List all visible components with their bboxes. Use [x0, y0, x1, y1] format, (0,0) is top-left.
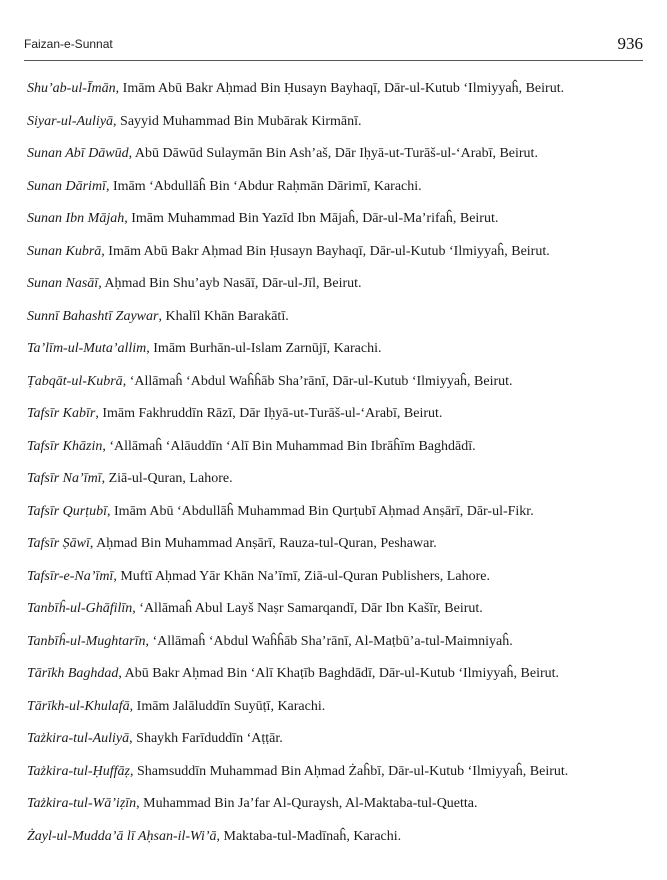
entry-details: , Imām Jalāluddīn Suyūṭī, Karachi. — [129, 698, 326, 714]
bibliography-entry — [27, 143, 655, 176]
entry-title: Tażkira-tul-Ḥuffāẓ — [27, 763, 130, 779]
bibliography-entry — [27, 533, 655, 566]
entry-title: Sunan Abī Dāwūd — [27, 146, 129, 161]
bibliography-entry — [27, 728, 655, 761]
page-number: 936 — [617, 34, 643, 53]
entry-title: Siyar-ul-Auliyā — [27, 113, 114, 129]
entry-details: , Ziā-ul-Quran, Lahore. — [101, 471, 233, 486]
entry-details: , ‘Allāmaĥ ‘Abdul Waĥĥāb Sha’rānī, Dār-ul-Kutub ‘Ilmiyyaĥ, Beirut. — [122, 373, 513, 389]
bibliography-entry — [27, 78, 655, 111]
page-header — [24, 0, 643, 61]
entry-title: Tanbīĥ-ul-Mughtarīn — [27, 633, 146, 649]
bibliography-entry — [27, 793, 655, 826]
entry-details: , ‘Allāmaĥ Abul Layš Naṣr Samarqandī, Dār Ibn Kašīr, Beirut. — [132, 601, 483, 616]
bibliography-entry — [27, 306, 655, 339]
bibliography-entry — [27, 111, 655, 144]
bibliography-entry — [27, 663, 655, 696]
entry-details: , Muftī Aḥmad Yār Khān Na’īmī, Ziā-ul-Quran Publishers, Lahore. — [113, 568, 490, 584]
bibliography-entry — [27, 338, 655, 371]
entry-details: , Imām Fakhruddīn Rāzī, Dār Iḥyā-ut-Turāš-ul-‘Arabī, Beirut. — [95, 406, 443, 421]
entry-details: , Muhammad Bin Ja’far Al-Quraysh, Al-Maktaba-tul-Quetta. — [136, 796, 478, 811]
bibliography-entry — [27, 176, 655, 209]
entry-details: , Maktaba-tul-Madīnaĥ, Karachi. — [216, 828, 402, 844]
entry-title: Żayl-ul-Mudda’ā lī Aḥsan-il-Wi’ā — [27, 828, 217, 844]
entry-details: , Shamsuddīn Muhammad Bin Aḥmad Żaĥbī, Dār-ul-Kutub ‘Ilmiyyaĥ, Beirut. — [129, 763, 569, 779]
entry-details: , ‘Allāmaĥ ‘Abdul Waĥĥāb Sha’rānī, Al-Maṭbū’a-tul-Maimniyaĥ. — [145, 633, 513, 649]
bibliography-entry — [27, 566, 655, 599]
bibliography-list — [27, 78, 655, 858]
entry-title: Tārīkh-ul-Khulafā — [27, 698, 130, 714]
entry-title: Sunnī Bahashtī Zaywar — [27, 308, 159, 324]
entry-title: Sunan Ibn Mājah — [27, 211, 125, 226]
entry-title: Tanbīĥ-ul-Ghāfilīn — [27, 601, 133, 616]
entry-title: Tafsīr Kabīr — [27, 406, 96, 421]
bibliography-entry — [27, 371, 655, 404]
bibliography-entry — [27, 631, 655, 664]
entry-details: , Imām Burhān-ul-Islam Zarnūjī, Karachi. — [146, 341, 382, 356]
bibliography-entry — [27, 761, 655, 794]
entry-title: Tażkira-tul-Auliyā — [27, 731, 130, 746]
entry-title: Ta’līm-ul-Muta’allim — [27, 341, 147, 356]
entry-details: , Abū Dāwūd Sulaymān Bin Ash’aš, Dār Iḥyā-ut-Turāš-ul-‘Arabī, Beirut. — [128, 146, 538, 161]
entry-details: , ‘Allāmaĥ ‘Alāuddīn ‘Alī Bin Muhammad Bin Ibrāĥīm Baghdādī. — [102, 438, 476, 454]
entry-details: , Aḥmad Bin Muhammad Anṣārī, Rauza-tul-Quran, Peshawar. — [89, 536, 437, 551]
bibliography-entry — [27, 468, 655, 501]
entry-title: Tafsīr Na’īmī — [27, 471, 102, 486]
entry-details: , Imām Muhammad Bin Yazīd Ibn Mājaĥ, Dār-ul-Ma’rifaĥ, Beirut. — [124, 211, 499, 226]
entry-title: Tafsīr Qurṭubī — [27, 503, 108, 519]
entry-title: Tārīkh Baghdad — [27, 666, 119, 681]
entry-details: , Imām Abū ‘Abdullāĥ Muhammad Bin Qurṭubī Aḥmad Anṣārī, Dār-ul-Fikr. — [107, 503, 534, 519]
entry-details: , Khalīl Khān Barakātī. — [158, 308, 289, 324]
entry-details: , Shaykh Farīduddīn ‘Aṭṭār. — [129, 731, 283, 746]
entry-title: Sunan Nasāī — [27, 276, 99, 291]
running-title: Faizan-e-Sunnat — [24, 37, 113, 51]
entry-details: , Imām ‘Abdullāĥ Bin ‘Abdur Raḥmān Dārimī, Karachi. — [105, 178, 422, 194]
entry-details: , Imām Abū Bakr Aḥmad Bin Ḥusayn Bayhaqī, Dār-ul-Kutub ‘Ilmiyyaĥ, Beirut. — [115, 81, 565, 96]
entry-details: , Sayyid Muhammad Bin Mubārak Kirmānī. — [113, 113, 362, 129]
entry-title: Tafsīr Khāzin — [27, 438, 103, 454]
entry-title: Sunan Dārimī — [27, 178, 106, 194]
bibliography-entry — [27, 501, 655, 534]
entry-title: Ṭabqāt-ul-Kubrā — [27, 373, 123, 389]
entry-title: Tafsīr-e-Na’īmī — [27, 568, 114, 584]
bibliography-entry — [27, 598, 655, 631]
entry-title: Tafsīr Ṣāwī — [27, 536, 90, 551]
bibliography-entry — [27, 696, 655, 729]
entry-details: , Imām Abū Bakr Aḥmad Bin Ḥusayn Bayhaqī, Dār-ul-Kutub ‘Ilmiyyaĥ, Beirut. — [101, 243, 550, 259]
bibliography-entry — [27, 403, 655, 436]
bibliography-entry — [27, 273, 655, 306]
bibliography-entry — [27, 241, 655, 274]
entry-title: Sunan Kubrā — [27, 243, 102, 259]
entry-details: , Abū Bakr Aḥmad Bin ‘Alī Khaṭīb Baghdādī, Dār-ul-Kutub ‘Ilmiyyaĥ, Beirut. — [118, 666, 560, 681]
bibliography-entry — [27, 208, 655, 241]
bibliography-entry — [27, 436, 655, 469]
entry-title: Tażkira-tul-Wā’iẓīn — [27, 796, 137, 811]
entry-details: , Aḥmad Bin Shu’ayb Nasāī, Dār-ul-Jīl, Beirut. — [98, 276, 362, 291]
bibliography-entry — [27, 826, 655, 859]
entry-title: Shu’ab-ul-Īmān — [27, 81, 116, 96]
